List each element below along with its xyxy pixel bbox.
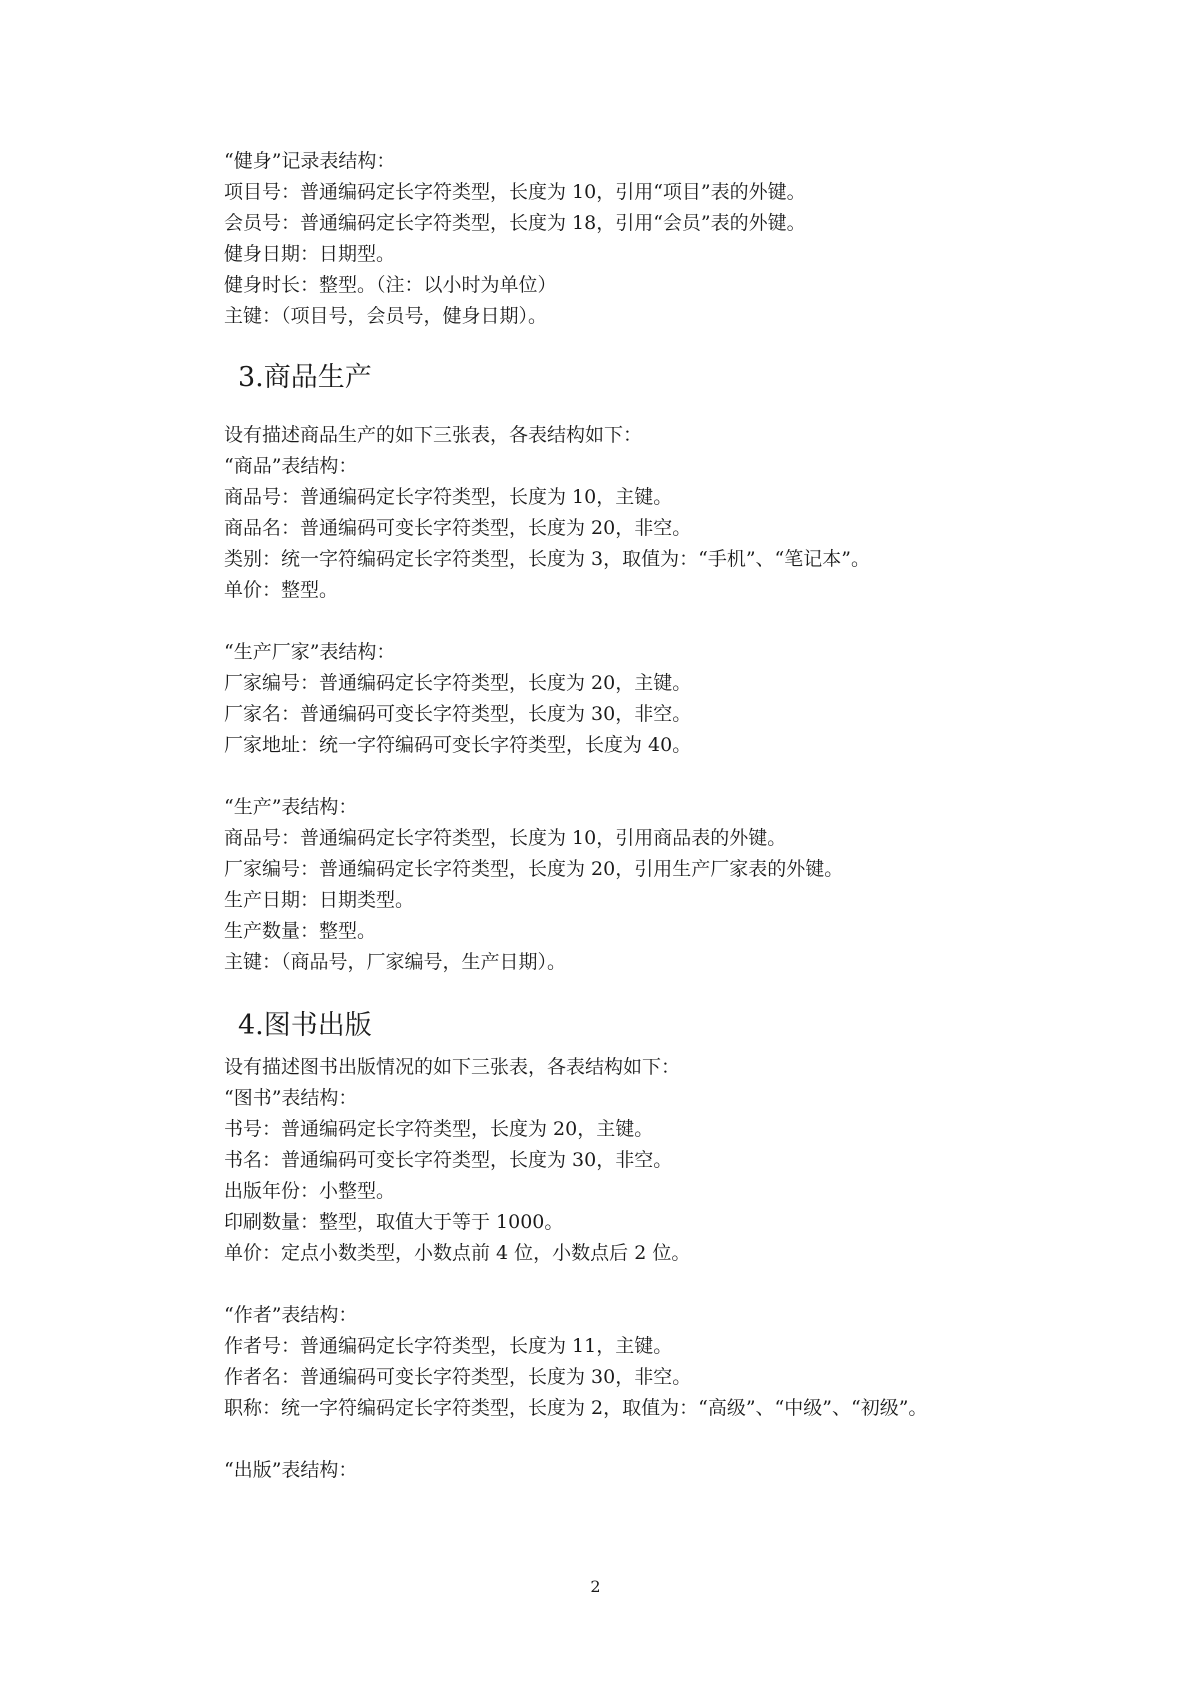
section-heading: 3.商品生产 [238,362,372,393]
text-line: “作者”表结构： [224,1304,358,1326]
blank-line [224,606,1104,637]
blank-line [224,761,1104,792]
text-line: 商品号：普通编码定长字符类型，长度为 10，引用商品表的外键。 [224,827,787,849]
text-line: 书号：普通编码定长字符类型，长度为 20，主键。 [224,1118,654,1140]
text-line: 作者名：普通编码可变长字符类型，长度为 30，非空。 [224,1366,692,1388]
page-number: 2 [590,1577,601,1596]
text-line: 设有描述图书出版情况的如下三张表，各表结构如下： [224,1056,681,1078]
text-line: 职称：统一字符编码定长字符类型，长度为 2，取值为：“高级”、“中级”、“初级”。 [224,1397,928,1419]
text-line: “生产厂家”表结构： [224,641,396,663]
text-line: “生产”表结构： [224,796,358,818]
text-line: 商品名：普通编码可变长字符类型，长度为 20，非空。 [224,517,692,539]
text-line: 生产日期：日期类型。 [224,889,415,911]
text-line: 印刷数量：整型，取值大于等于 1000。 [224,1211,564,1233]
text-line: 健身时长：整型。（注：以小时为单位） [224,274,557,296]
text-line: 单价：整型。 [224,579,339,601]
blank-line [224,1269,1104,1300]
blank-line [224,1424,1104,1455]
text-line: 类别：统一字符编码定长字符类型，长度为 3，取值为：“手机”、“笔记本”。 [224,548,870,570]
text-line: 主键：（商品号，厂家编号，生产日期）。 [224,951,567,973]
text-line: 单价：定点小数类型，小数点前 4 位，小数点后 2 位。 [224,1242,691,1264]
text-line: “商品”表结构： [224,455,358,477]
text-line: 出版年份：小整型。 [224,1180,396,1202]
text-line: 书名：普通编码可变长字符类型，长度为 30，非空。 [224,1149,673,1171]
text-line: 主键：（项目号，会员号，健身日期）。 [224,305,548,327]
text-line: 设有描述商品生产的如下三张表，各表结构如下： [224,424,643,446]
text-line: 健身日期：日期型。 [224,243,396,265]
text-line: 作者号：普通编码定长字符类型，长度为 11，主键。 [224,1335,673,1357]
text-line: 厂家编号：普通编码定长字符类型，长度为 20，引用生产厂家表的外键。 [224,858,844,880]
page-body [224,146,1104,1486]
text-line: 生产数量：整型。 [224,920,377,942]
text-line: 会员号：普通编码定长字符类型，长度为 18，引用“会员”表的外键。 [224,212,806,234]
text-line: 商品号：普通编码定长字符类型，长度为 10，主键。 [224,486,673,508]
text-line: “图书”表结构： [224,1087,358,1109]
text-line: 厂家名：普通编码可变长字符类型，长度为 30，非空。 [224,703,692,725]
text-line: 厂家编号：普通编码定长字符类型，长度为 20，主键。 [224,672,692,694]
text-line: “出版”表结构： [224,1459,358,1481]
text-line: “健身”记录表结构： [224,150,396,172]
section-heading: 4.图书出版 [238,1010,372,1041]
text-line: 厂家地址：统一字符编码可变长字符类型，长度为 40。 [224,734,692,756]
text-line: 项目号：普通编码定长字符类型，长度为 10，引用“项目”表的外键。 [224,181,806,203]
